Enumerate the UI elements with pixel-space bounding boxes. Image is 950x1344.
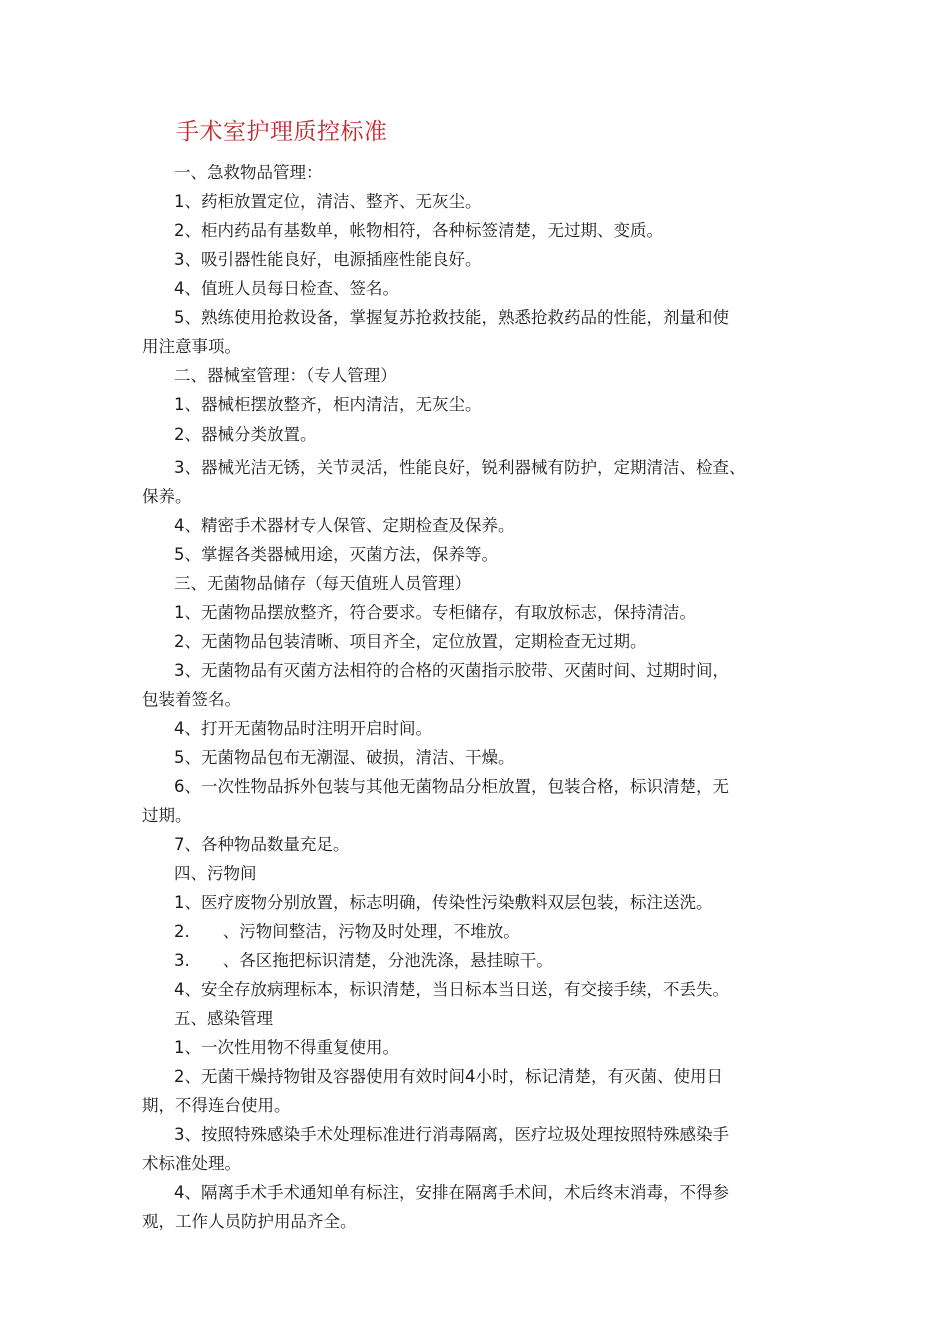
paragraph-line: 2、无菌干燥持物钳及容器使用有效时间4小时，标记清楚，有灭菌、使用日 — [174, 1067, 723, 1086]
paragraph-line: 4、隔离手术手术通知单有标注，安排在隔离手术间，术后终末消毒，不得参 — [174, 1183, 729, 1202]
section-heading-waste-room: 四、污物间 — [174, 864, 257, 883]
paragraph-line: 1、一次性用物不得重复使用。 — [174, 1038, 399, 1057]
paragraph-continuation: 包装着签名。 — [142, 690, 241, 709]
paragraph-line: 2. 、污物间整洁，污物及时处理，不堆放。 — [174, 922, 520, 941]
section-heading-sterile-storage: 三、无菌物品储存（每天值班人员管理） — [174, 574, 471, 593]
paragraph-line: 6、一次性物品拆外包装与其他无菌物品分柜放置，包装合格，标识清楚，无 — [174, 777, 729, 796]
paragraph-line: 5、掌握各类器械用途，灭菌方法，保养等。 — [174, 545, 498, 564]
paragraph-line: 2、柜内药品有基数单，帐物相符，各种标签清楚，无过期、变质。 — [174, 221, 663, 240]
paragraph-continuation: 术标准处理。 — [142, 1154, 241, 1173]
paragraph-continuation: 过期。 — [142, 806, 192, 825]
paragraph-line: 5、熟练使用抢救设备，掌握复苏抢救技能，熟悉抢救药品的性能，剂量和使 — [174, 308, 729, 327]
paragraph-line: 1、医疗废物分别放置，标志明确，传染性污染敷料双层包装，标注送洗。 — [174, 893, 713, 912]
paragraph-line: 1、器械柜摆放整齐，柜内清洁，无灰尘。 — [174, 395, 482, 414]
paragraph-continuation: 用注意事项。 — [142, 337, 241, 356]
paragraph-line: 3、吸引器性能良好，电源插座性能良好。 — [174, 250, 482, 269]
paragraph-line: 3、无菌物品有灭菌方法相符的合格的灭菌指示胶带、灭菌时间、过期时间， — [174, 661, 729, 680]
paragraph-continuation: 期，不得连台使用。 — [142, 1096, 291, 1115]
paragraph-line: 3. 、各区拖把标识清楚，分池洗涤，悬挂晾干。 — [174, 951, 553, 970]
document-body — [142, 158, 832, 1236]
paragraph-line: 1、无菌物品摆放整齐，符合要求。专柜储存，有取放标志，保持清洁。 — [174, 603, 696, 622]
paragraph-continuation: 观，工作人员防护用品齐全。 — [142, 1212, 357, 1231]
paragraph-line: 4、安全存放病理标本，标识清楚，当日标本当日送，有交接手续，不丢失。 — [174, 980, 729, 999]
document-title: 手术室护理质控标准 — [176, 119, 388, 145]
paragraph-line: 2、器械分类放置。 — [174, 425, 317, 444]
paragraph-line: 4、打开无菌物品时注明开启时间。 — [174, 719, 432, 738]
paragraph-continuation: 保养。 — [142, 487, 192, 506]
paragraph-line: 3、器械光洁无锈，关节灵活，性能良好，锐利器械有防护，定期清洁、检查、 — [174, 458, 746, 477]
paragraph-line: 4、精密手术器材专人保管、定期检查及保养。 — [174, 516, 515, 535]
section-heading-emergency: 一、急救物品管理： — [174, 163, 323, 182]
section-heading-infection-control: 五、感染管理 — [174, 1009, 273, 1028]
paragraph-line: 5、无菌物品包布无潮湿、破损，清洁、干燥。 — [174, 748, 515, 767]
paragraph-line: 4、值班人员每日检查、签名。 — [174, 279, 399, 298]
paragraph-line: 7、各种物品数量充足。 — [174, 835, 350, 854]
paragraph-line: 1、药柜放置定位，清洁、整齐、无灰尘。 — [174, 192, 482, 211]
paragraph-line: 2、无菌物品包装清晰、项目齐全，定位放置，定期检查无过期。 — [174, 632, 647, 651]
paragraph-line: 3、按照特殊感染手术处理标准进行消毒隔离，医疗垃圾处理按照特殊感染手 — [174, 1125, 729, 1144]
section-heading-instrument-room: 二、器械室管理：（专人管理） — [174, 366, 397, 385]
